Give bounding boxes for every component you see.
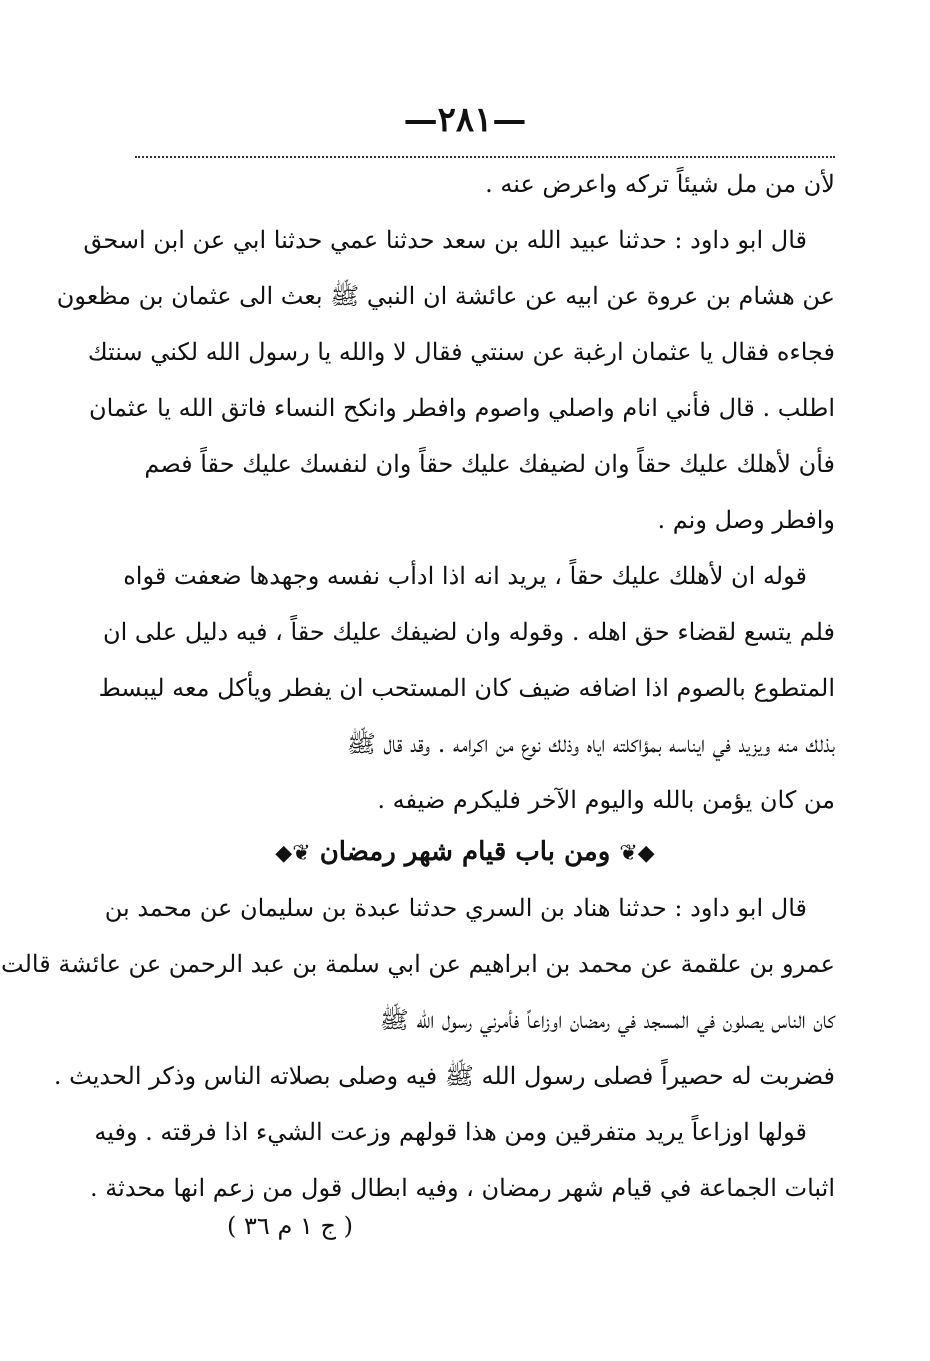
page-number: —٢٨١— — [403, 100, 527, 140]
text-line: قال ابو داود : حدثنا هناد بن السري حدثنا عبدة بن سليمان عن محمد بن — [104, 894, 807, 922]
text-line: فضربت له حصيراً فصلى رسول الله ﷺ فيه وصلى بصلاته الناس وذكر الحديث . — [53, 1062, 835, 1090]
text-line: اطلب . قال فأني انام واصلي واصوم وافطر وانكح النساء فاتق الله يا عثمان — [89, 394, 835, 422]
text-block-2 — [1, 880, 835, 1216]
signature-mark: ( ج ١ م ٣٦ ) — [227, 1212, 353, 1240]
text-line: المتطوع بالصوم اذا اضافه ضيف كان المستحب ان يفطر ويأكل معه ليبسط — [98, 674, 835, 702]
section-title: ومن باب قيام شهر رمضان — [319, 837, 611, 867]
section-heading — [0, 824, 930, 882]
text-line: فلم يتسع لقضاء حق اهله . وقوله وان لضيفك عليك حقاً ، فيه دليل على ان — [103, 618, 835, 646]
ornament-right-icon: ◆❦ — [619, 841, 655, 866]
text-line: اثبات الجماعة في قيام شهر رمضان ، وفيه ابطال قول من زعم انها محدثة . — [90, 1174, 835, 1202]
text-line: من كان يؤمن بالله واليوم الآخر فليكرم ضيفه . — [377, 786, 835, 814]
ornament-left-icon: ❦◆ — [275, 841, 311, 866]
text-line: عمرو بن علقمة عن محمد بن ابراهيم عن ابي سلمة بن عبد الرحمن عن عائشة قالت — [1, 950, 835, 978]
text-line: قال ابو داود : حدثنا عبيد الله بن سعد حدثنا عمي حدثنا ابي عن ابن اسحق — [83, 226, 807, 254]
text-line: قوله ان لأهلك عليك حقاً ، يريد انه اذا ادأب نفسه وجهدها ضعفت قواه — [123, 562, 807, 590]
text-line: لأن من مل شيئاً تركه واعرض عنه . — [485, 170, 835, 198]
text-line: وافطر وصل ونم . — [657, 506, 835, 534]
text-line: كان الناس يصلون في المسجد في رمضان اوزاعاً فأمرني رسول الله ﷺ — [379, 1006, 835, 1034]
text-line: عن هشام بن عروة عن ابيه عن عائشة ان النبي ﷺ بعث الى عثمان بن مظعون — [56, 282, 835, 310]
text-line: فجاءه فقال يا عثمان ارغبة عن سنتي فقال لا والله يا رسول الله لكني سنتك — [87, 338, 835, 366]
text-line: فأن لأهلك عليك حقاً وان لضيفك عليك حقاً وان لنفسك عليك حقاً فصم — [144, 450, 835, 478]
text-line: بذلك منه ويزيد في ايناسه بمؤاكلته اياه وذلك نوع من اكرامه . وقد قال ﷺ — [346, 730, 835, 758]
text-line: قولها اوزاعاً يريد متفرقين ومن هذا قولهم وزعت الشيء اذا فرقته . وفيه — [94, 1118, 807, 1146]
text-block-1 — [56, 156, 835, 828]
